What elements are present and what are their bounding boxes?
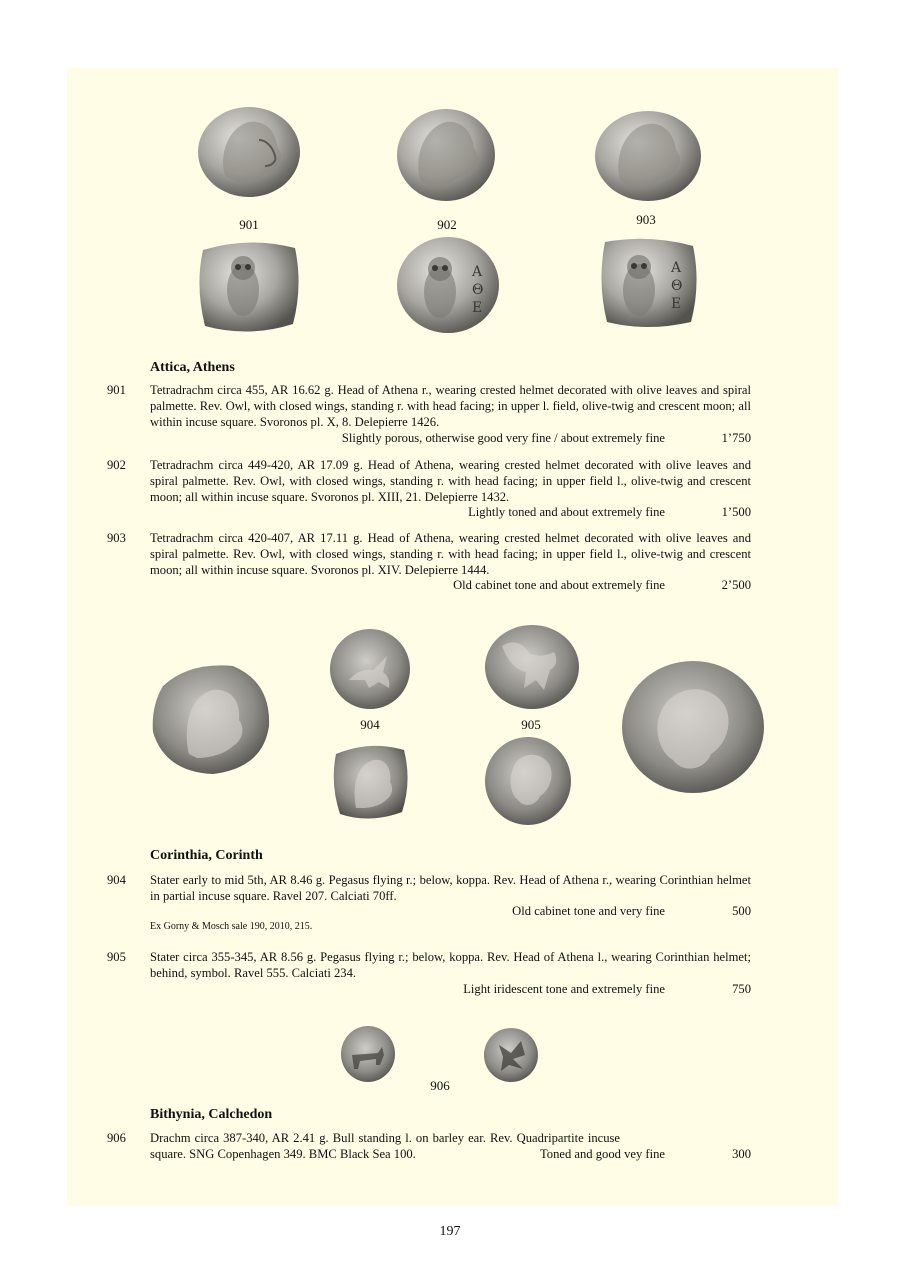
lot-description: Tetradrachm circa 449-420, AR 17.09 g. Head of Athena, wearing crested helmet decorated with olive leaves and spiral palmette. Rev. Owl, with closed wings, standing r. with head facing; in upper field l., olive-twig and crescent moon; all within incuse square. Svoronos pl. XIII, 21. Delepierre 1432. [150,458,751,504]
coin-906-reverse [483,1027,539,1084]
lot-description: Drachm circa 387-340, AR 2.41 g. Bull standing l. on barley ear. Rev. Quadripartite incuse square. SNG Copenhagen 349. BMC Black Sea 100. [150,1131,620,1161]
coin-label-903: 903 [636,212,656,227]
lot-estimate: 1’750 [721,431,751,445]
lot-estimate: 300 [732,1147,751,1161]
svg-text:Ε: Ε [472,300,483,316]
lot-condition: Old cabinet tone and very fine [512,904,665,918]
coin-904-enlarged [149,662,273,776]
coin-label-904: 904 [360,717,380,732]
svg-text:Α: Α [671,260,682,276]
coin-label-901: 901 [239,217,259,232]
coin-label-902: 902 [437,217,457,232]
section-heading-bithynia: Bithynia, Calchedon [150,1107,273,1122]
coin-903-obverse [594,110,702,202]
lot-condition: Slightly porous, otherwise good very fine / about extremely fine [341,431,665,445]
page-number: 197 [439,1224,461,1239]
lot-number: 905 [107,950,126,964]
coin-label-906: 906 [430,1078,450,1093]
coin-905-obverse [484,624,580,710]
section-heading-corinthia: Corinthia, Corinth [150,848,263,863]
coin-901-reverse [197,238,301,334]
lot-estimate: 2’500 [721,578,751,592]
coin-905-enlarged [621,660,765,794]
lot-number: 906 [107,1131,126,1145]
coin-904-obverse [329,628,411,710]
coin-904-reverse [330,738,410,822]
coin-label-905: 905 [521,717,541,732]
svg-text:Α: Α [472,264,483,280]
coin-905-reverse [484,736,572,826]
lot-description: Stater early to mid 5th, AR 8.46 g. Pegasus flying r.; below, koppa. Rev. Head of Athena r., wearing Corinthian helmet in partial incuse square. Ravel 207. Calciati 70ff. [150,873,751,903]
lot-estimate: 750 [732,982,751,996]
lot-description: Stater circa 355-345, AR 8.56 g. Pegasus flying r.; below, koppa. Rev. Head of Athena l., wearing Corinthian helmet; behind, symbol. Ravel 555. Calciati 234. [150,950,751,980]
lot-number: 904 [107,873,126,887]
lot-description: Tetradrachm circa 455, AR 16.62 g. Head of Athena r., wearing crested helmet decorated with olive leaves and spiral palmette. Rev. Owl, with closed wings, standing r. with head facing; in upper l. field, olive-twig and crescent moon; all within incuse square. Svoronos pl. X, 8. Delepierre 1426. [150,383,751,429]
lot-estimate: 500 [732,904,751,918]
lot-estimate: 1’500 [721,505,751,519]
coin-906-obverse [340,1025,397,1084]
svg-text:Θ: Θ [472,282,484,298]
lot-description: Tetradrachm circa 420-407, AR 17.11 g. Head of Athena, wearing crested helmet decorated with olive leaves and spiral palmette. Rev. Owl, with closed wings, standing r. with head facing; in upper field l., olive-twig and crescent moon; all within incuse square. Svoronos pl. XIV. Delepierre 1444. [150,531,751,577]
coin-902-obverse [396,108,496,202]
lot-condition: Old cabinet tone and about extremely fine [453,578,665,592]
lot-provenance: Ex Gorny & Mosch sale 190, 2010, 215. [150,921,313,932]
lot-condition: Lightly toned and about extremely fine [468,505,665,519]
lot-number: 901 [107,383,126,397]
svg-text:Ε: Ε [671,296,682,312]
coin-903-reverse [597,232,699,332]
coin-901-obverse [197,106,301,198]
svg-text:Θ: Θ [671,278,683,294]
coin-902-reverse [396,236,500,334]
lot-number: 902 [107,458,126,472]
section-heading-attica: Attica, Athens [150,360,235,375]
lot-condition: Toned and good vey fine [539,1147,665,1161]
lot-number: 903 [107,531,126,545]
lot-condition: Light iridescent tone and extremely fine [463,982,665,996]
